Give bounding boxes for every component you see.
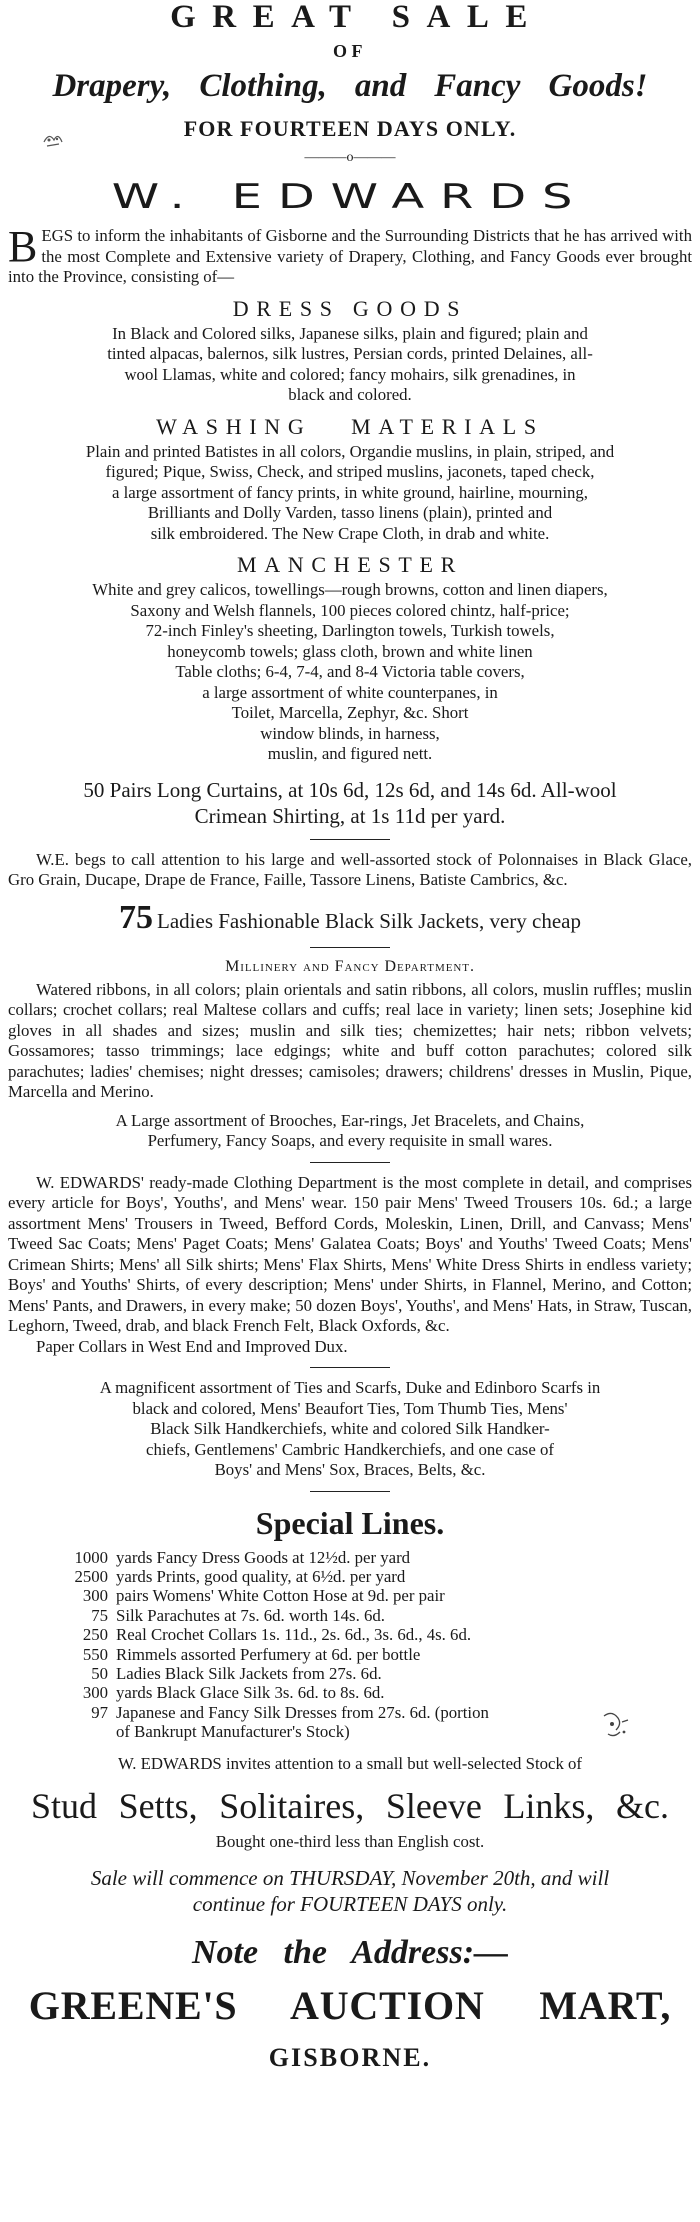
list-item xyxy=(53,1664,553,1683)
intro-paragraph xyxy=(8,222,692,288)
list-item xyxy=(53,1548,553,1567)
item-quantity: 1000 xyxy=(74,1547,108,1567)
sale-commence-notice xyxy=(8,1865,692,1917)
jackets-number: 75 xyxy=(119,898,154,936)
text-line: Crimean Shirting, at 1s 11d per yard. xyxy=(194,803,506,828)
list-item xyxy=(53,1567,553,1586)
drop-cap: B xyxy=(8,222,38,271)
text-line: Boys' and Mens' Sox, Braces, Belts, &c. xyxy=(214,1460,486,1479)
text-line: Brilliants and Dolly Varden, tasso linens (plain), printed and xyxy=(147,503,553,522)
paper-collars-line: Paper Collars in West End and Improved Dux. xyxy=(36,1336,348,1356)
stud-subline: Bought one-third less than English cost. xyxy=(215,1832,485,1852)
jackets-notice xyxy=(8,899,692,937)
section-rule xyxy=(310,1162,390,1163)
text-line: wool Llamas, white and colored; fancy mohairs, silk grenadines, in xyxy=(124,364,576,384)
text-line: 50 Pairs Long Curtains, at 10s 6d, 12s 6d, and 14s 6d. All-wool xyxy=(83,777,617,802)
polonnaises-paragraph: W.E. begs to call attention to his large and well-assorted stock of Polonnaises in Black Glace, Gro Grain, Ducape, Drape de France, Faille, Tassore Linens, Batiste Cambrics, &c. xyxy=(8,849,692,889)
millinery-paragraph: Watered ribbons, in all colors; plain orientals and satin ribbons, all colors, muslin ruffles; muslin collars; crochet collars; real Maltese collars and cuffs; real lace in variety; linen sets; Josephine kid gloves in all shades and sizes; muslin and silk ties; chemizettes; hair nets; ribbon velvets; Gossamores; tasso trimmings; lace edgings; white and buff cotton parachutes; colored silk parachutes; ladies' chemises; night dresses; camisoles; drawers; childrens' dresses in Muslin, Pique, Marcella and Merino. xyxy=(8,979,692,1101)
item-quantity: 50 xyxy=(91,1663,108,1683)
stud-invite-line: W. EDWARDS invites attention to a small but well-selected Stock of xyxy=(117,1753,583,1773)
text-line: 72-inch Finley's sheeting, Darlington towels, Turkish towels, xyxy=(145,621,555,640)
text-line: tinted alpacas, balernos, silk lustres, Persian cords, printed Delaines, all- xyxy=(107,344,593,363)
item-text: yards Prints, good quality, at 6½d. per yard xyxy=(116,1566,406,1586)
washing-materials-heading: WASHING MATERIALS xyxy=(156,413,544,439)
text-line: figured; Pique, Swiss, Check, and striped muslins, jaconets, taped check, xyxy=(105,462,595,481)
item-text: Real Crochet Collars 1s. 11d., 2s. 6d., 3s. 6d., 4s. 6d. xyxy=(116,1625,472,1645)
list-item xyxy=(53,1683,553,1702)
item-quantity: 300 xyxy=(82,1683,108,1703)
text-line: Black Silk Handkerchiefs, white and colored Silk Handker- xyxy=(150,1419,550,1438)
drapery-heading: Drapery, Clothing, and Fancy Goods! xyxy=(52,68,648,104)
text-line: honeycomb towels; glass cloth, brown and white linen xyxy=(167,641,533,661)
clothing-paragraph: W. EDWARDS' ready-made Clothing Department is the most complete in detail, and comprises every article for Boys', Youths', and Mens' wear. 150 pair Mens' Tweed Trousers 10s. 6d.; a large assortment Mens' Trousers in Tweed, Befford Cords, Moleskin, Linen, Drill, and Canvass; Mens' Tweed Sac Coats; Mens' Paget Coats; Mens' Galatea Coats; Boys' and Youths' Tweed Coats; Mens' Crimean Shirts; Mens' all Silk shirts; Mens' Flax Shirts, Mens' White Dress Shirts in endless variety; Boys' and Youths' Shirts, of every description; Mens' under Shirts, in Flannel, Merino, and Cotton; Mens' Pants, and Drawers, in every make; 50 dozen Boys', Youths', and Mens' Hats, in Straw, Tuscan, Leghorn, Tweed, drab, and black French Felt, Black Oxfords, &c. xyxy=(8,1172,692,1335)
text-line: window blinds, in harness, xyxy=(260,723,440,743)
text-line: Saxony and Welsh flannels, 100 pieces colored chintz, half-price; xyxy=(130,600,570,620)
text-line: a large assortment of fancy prints, in white ground, hairline, mourning, xyxy=(112,482,588,502)
item-text: pairs Womens' White Cotton Hose at 9d. per pair xyxy=(116,1586,445,1606)
text-line: In Black and Colored silks, Japanese silks, plain and figured; plain and xyxy=(112,323,588,343)
ornament-icon xyxy=(40,130,66,152)
text-line: Table cloths; 6-4, 7-4, and 8-4 Victoria table covers, xyxy=(175,662,525,681)
ties-paragraph xyxy=(8,1378,692,1481)
item-text: yards Black Glace Silk 3s. 6d. to 8s. 6d. xyxy=(116,1683,385,1703)
text-line: Perfumery, Fancy Soaps, and every requisite in small wares. xyxy=(147,1131,553,1150)
item-text: yards Fancy Dress Goods at 12½d. per yard xyxy=(116,1547,411,1567)
text-line: muslin, and figured nett. xyxy=(267,744,433,763)
special-lines-list xyxy=(53,1548,553,1742)
item-quantity: 97 xyxy=(91,1702,108,1722)
text-line: a large assortment of white counterpanes, in xyxy=(202,682,498,702)
divider-ornament: ———o——— xyxy=(304,150,396,165)
item-quantity: 550 xyxy=(82,1644,108,1664)
list-item xyxy=(53,1606,553,1625)
fourteen-days-heading: FOR FOURTEEN DAYS ONLY. xyxy=(183,116,517,141)
list-item xyxy=(53,1645,553,1664)
item-text: Ladies Black Silk Jackets from 27s. 6d. xyxy=(116,1663,382,1683)
washing-materials-text xyxy=(8,442,692,545)
note-address-heading: Note the Address:— xyxy=(191,1933,509,1971)
item-quantity: 250 xyxy=(82,1625,108,1645)
text-line: A Large assortment of Brooches, Ear-rings, Jet Bracelets, and Chains, xyxy=(115,1110,585,1130)
dress-goods-text xyxy=(8,324,692,406)
millinery-heading: Millinery and Fancy Department. xyxy=(225,957,475,975)
list-item xyxy=(53,1722,553,1741)
item-quantity: 75 xyxy=(91,1605,108,1625)
jackets-text: Ladies Fashionable Black Silk Jackets, very cheap xyxy=(157,908,581,933)
stud-setts-heading: Stud Setts, Solitaires, Sleeve Links, &c. xyxy=(31,1786,669,1827)
list-item xyxy=(53,1586,553,1605)
item-quantity: 300 xyxy=(82,1586,108,1606)
item-text: Japanese and Fancy Silk Dresses from 27s. 6d. (portion xyxy=(116,1702,489,1722)
brooches-paragraph xyxy=(8,1111,692,1152)
manchester-text xyxy=(8,580,692,765)
text-line: A magnificent assortment of Ties and Scarfs, Duke and Edinboro Scarfs in xyxy=(99,1378,601,1397)
edwards-heading: W. EDWARDS xyxy=(111,177,589,217)
text-line: silk embroidered. The New Crape Cloth, in drab and white. xyxy=(150,523,550,543)
text-line: black and colored. xyxy=(288,385,412,404)
section-rule xyxy=(310,1367,390,1368)
curtains-notice xyxy=(8,777,692,829)
dress-goods-heading: DRESS GOODS xyxy=(232,295,468,321)
text-line: chiefs, Gentlemens' Cambric Handkerchiefs, and one case of xyxy=(146,1439,554,1459)
item-quantity: 2500 xyxy=(74,1566,108,1586)
item-quantity xyxy=(53,1722,116,1741)
text-line: Plain and printed Batistes in all colors, Organdie muslins, in plain, striped, and xyxy=(85,441,615,461)
item-text: Rimmels assorted Perfumery at 6d. per bottle xyxy=(116,1644,421,1664)
text-line: Sale will commence on THURSDAY, November 20th, and will xyxy=(90,1865,610,1890)
of-heading: OF xyxy=(333,41,367,61)
list-item xyxy=(53,1625,553,1644)
text-line: continue for FOURTEEN DAYS only. xyxy=(192,1891,508,1916)
section-rule xyxy=(310,947,390,948)
list-item xyxy=(53,1703,553,1722)
text-line: White and grey calicos, towellings—rough browns, cotton and linen diapers, xyxy=(92,580,608,599)
great-sale-heading: GREAT SALE xyxy=(170,0,544,35)
manchester-heading: MANCHESTER xyxy=(236,552,464,577)
section-rule xyxy=(310,839,390,840)
item-text: of Bankrupt Manufacturer's Stock) xyxy=(116,1722,350,1742)
special-lines-heading: Special Lines. xyxy=(255,1504,445,1541)
ornament-icon xyxy=(598,1708,632,1744)
section-rule xyxy=(310,1491,390,1492)
greenes-auction-mart-heading: GREENE'S AUCTION MART, xyxy=(28,1982,672,2028)
intro-text: EGS to inform the inhabitants of Gisborne and the Surrounding Districts that he has arrived with the most Complete and Extensive variety of Drapery, Clothing, and Fancy Goods ever brought into the Province, consisting of— xyxy=(8,226,692,286)
text-line: Toilet, Marcella, Zephyr, &c. Short xyxy=(231,703,469,722)
item-text: Silk Parachutes at 7s. 6d. worth 14s. 6d. xyxy=(116,1605,385,1625)
text-line: black and colored, Mens' Beaufort Ties, Tom Thumb Ties, Mens' xyxy=(132,1398,568,1418)
gisborne-heading: GISBORNE. xyxy=(268,2042,432,2072)
